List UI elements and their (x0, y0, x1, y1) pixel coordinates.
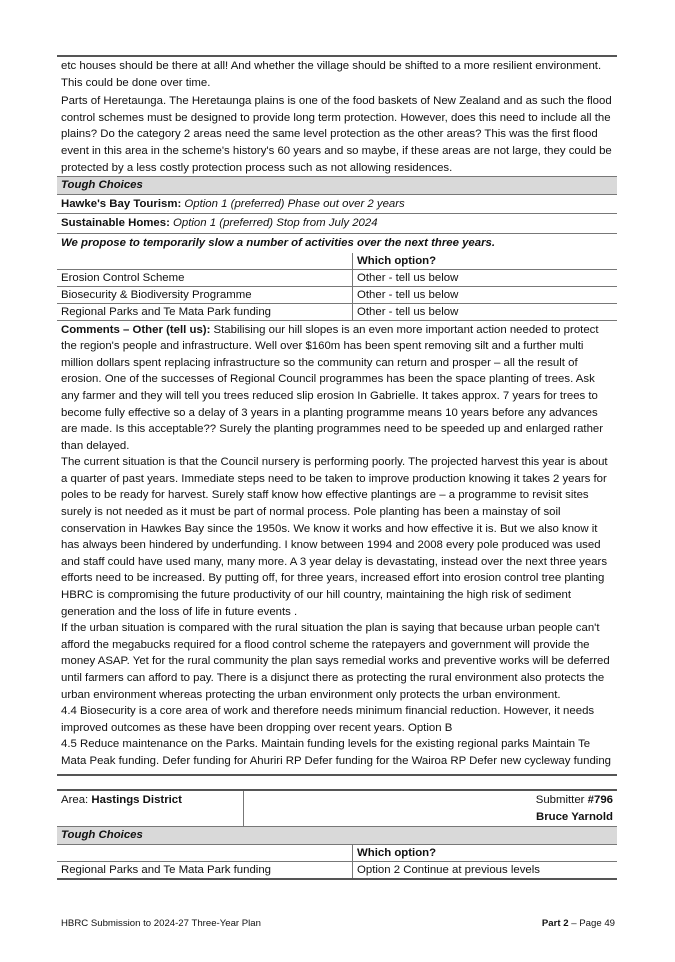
comments-section (57, 321, 617, 776)
table-row (57, 269, 617, 286)
activity-name-2: Regional Parks and Te Mata Park funding (57, 861, 353, 879)
options-table-2 (57, 845, 617, 880)
area-label: Area: (61, 794, 89, 806)
comments-paragraph-4: 4.4 Biosecurity is a core area of work and therefore needs minimum financial reduction. However, it needs improved outcomes as these have been dropping over recent years. Option B (61, 705, 595, 734)
area-cell (57, 791, 244, 826)
submitter-name: Bruce Yarnold (535, 810, 613, 823)
submitter-cell (244, 791, 617, 826)
activity-option-2: Option 2 Continue at previous levels (353, 861, 618, 879)
empty-header-2 (57, 845, 353, 862)
which-option-header-2: Which option? (353, 845, 618, 862)
submission-continuation (57, 55, 617, 776)
submitter-label: Submitter (535, 794, 585, 806)
tourism-row (57, 195, 617, 215)
intro-paragraph-2: Parts of Heretaunga. The Heretaunga plains is one of the food baskets of New Zealand and as such the flood control schemes must be designed to provide long term protection. However, does this need to include all the plains? Do the category 2 areas need the same level protection as the other areas? This was the first flood event in this area in the scheme's history's 60 years and so maybe, if these areas are not large, they could be protected by a less costly protection process such as not allowing residences. (61, 95, 612, 174)
footer-document-title: HBRC Submission to 2024-27 Three-Year Plan (61, 918, 261, 929)
activity-option: Other - tell us below (353, 269, 618, 286)
table-row (57, 861, 617, 879)
activities-heading: We propose to temporarily slow a number of activities over the next three years. (61, 236, 496, 249)
submitter-number: #796 (587, 794, 613, 806)
activity-option: Other - tell us below (353, 303, 618, 320)
submission-header (57, 789, 617, 827)
table-row (57, 303, 617, 320)
submission-796 (57, 789, 617, 880)
comments-paragraph-1 (61, 322, 613, 455)
footer-page-number (542, 918, 615, 929)
tough-choices-heading: Tough Choices (57, 176, 617, 195)
activity-name: Biosecurity & Biodiversity Programme (57, 286, 353, 303)
sustainable-homes-label: Sustainable Homes: (61, 217, 170, 230)
tough-choices-heading-2: Tough Choices (57, 827, 617, 845)
tourism-label: Hawke's Bay Tourism: (61, 197, 182, 210)
comments-text-1: Stabilising our hill slopes is an even more important action needed to protect the region's people and infrastructure. Well over $160m has been spent removing silt and a further multi million dollars spent replacing infrastructure so the community can return and prosper – all the result of erosion. One of the successes of Regional Council programmes has been the space planting of trees. Ask any farmer and they will tell you trees reduced slip erosion In Gabrielle. It takes approx. 7 years for trees to become fully effective so a delay of 3 years in a planting programme means 10 years before any advances are made. Is this acceptable?? Surely the planting programmes need to be speeded up and enlarged rather than delayed. (61, 323, 604, 452)
activities-table (57, 253, 617, 321)
intro-paragraph-1: etc houses should be there at all! And whether the village should be shifted to a more resilient environment. This could be done over time. (61, 60, 602, 89)
comments-paragraph-2: The current situation is that the Council nursery is performing poorly. The projected harvest this year is about a quarter of past years. Immediate steps need to be taken to improve production knowing it takes 2 years for poles to be ready for harvest. Surely staff know how effective plantings are – a programme to revisit sites surely is not needed as it must be part of normal process. Pole planting has been a mainstay of soil conservation in Hawkes Bay since the 1950s. We know it works and how effective it is. But we also know it has always been hindered by underfunding. I know between 1994 and 2008 every pole produced was used and staff could have used many, many more. A 3 year delay is devastating, instead over the next three years efforts need to be increased. By putting off, for three years, increased effort into erosion control tree planting HBRC is compromising the future productivity of our hill country, maintaining the high risk of sediment generation and the loss of life in future events . (61, 456, 608, 618)
comments-label: Comments – Other (tell us): (61, 323, 211, 336)
activity-name: Regional Parks and Te Mata Park funding (57, 303, 353, 320)
footer-part: Part 2 (541, 918, 569, 929)
activity-name: Erosion Control Scheme (57, 269, 353, 286)
activities-empty-header (57, 253, 353, 270)
comments-paragraph-3: If the urban situation is compared with the rural situation the plan is saying that because urban people can't afford the megabucks required for a flood control scheme the ratepayers and government will provide the money ASAP. Yet for the rural community the plan says remedial works and preventive works will be deferred until farmers can afford to pay. There is a disjunct there as protecting the rural environment also protects the urban environment whereas protecting the urban environment only protects the urban environment. (61, 622, 610, 701)
activity-option: Other - tell us below (353, 286, 618, 303)
table-row (57, 286, 617, 303)
which-option-header: Which option? (353, 253, 618, 270)
comments-paragraph-5: 4.5 Reduce maintenance on the Parks. Maintain funding levels for the existing regional parks Maintain Te Mata Peak funding. Defer funding for Ahuriri RP Defer funding for the Wairoa RP Defer new cycleway funding (61, 738, 611, 767)
sustainable-homes-value: Option 1 (preferred) Stop from July 2024 (173, 217, 378, 230)
footer-page: – Page 49 (568, 918, 615, 929)
area-value: Hastings District (91, 794, 182, 806)
sustainable-homes-row (57, 214, 617, 234)
tourism-value: Option 1 (preferred) Phase out over 2 years (184, 197, 405, 210)
